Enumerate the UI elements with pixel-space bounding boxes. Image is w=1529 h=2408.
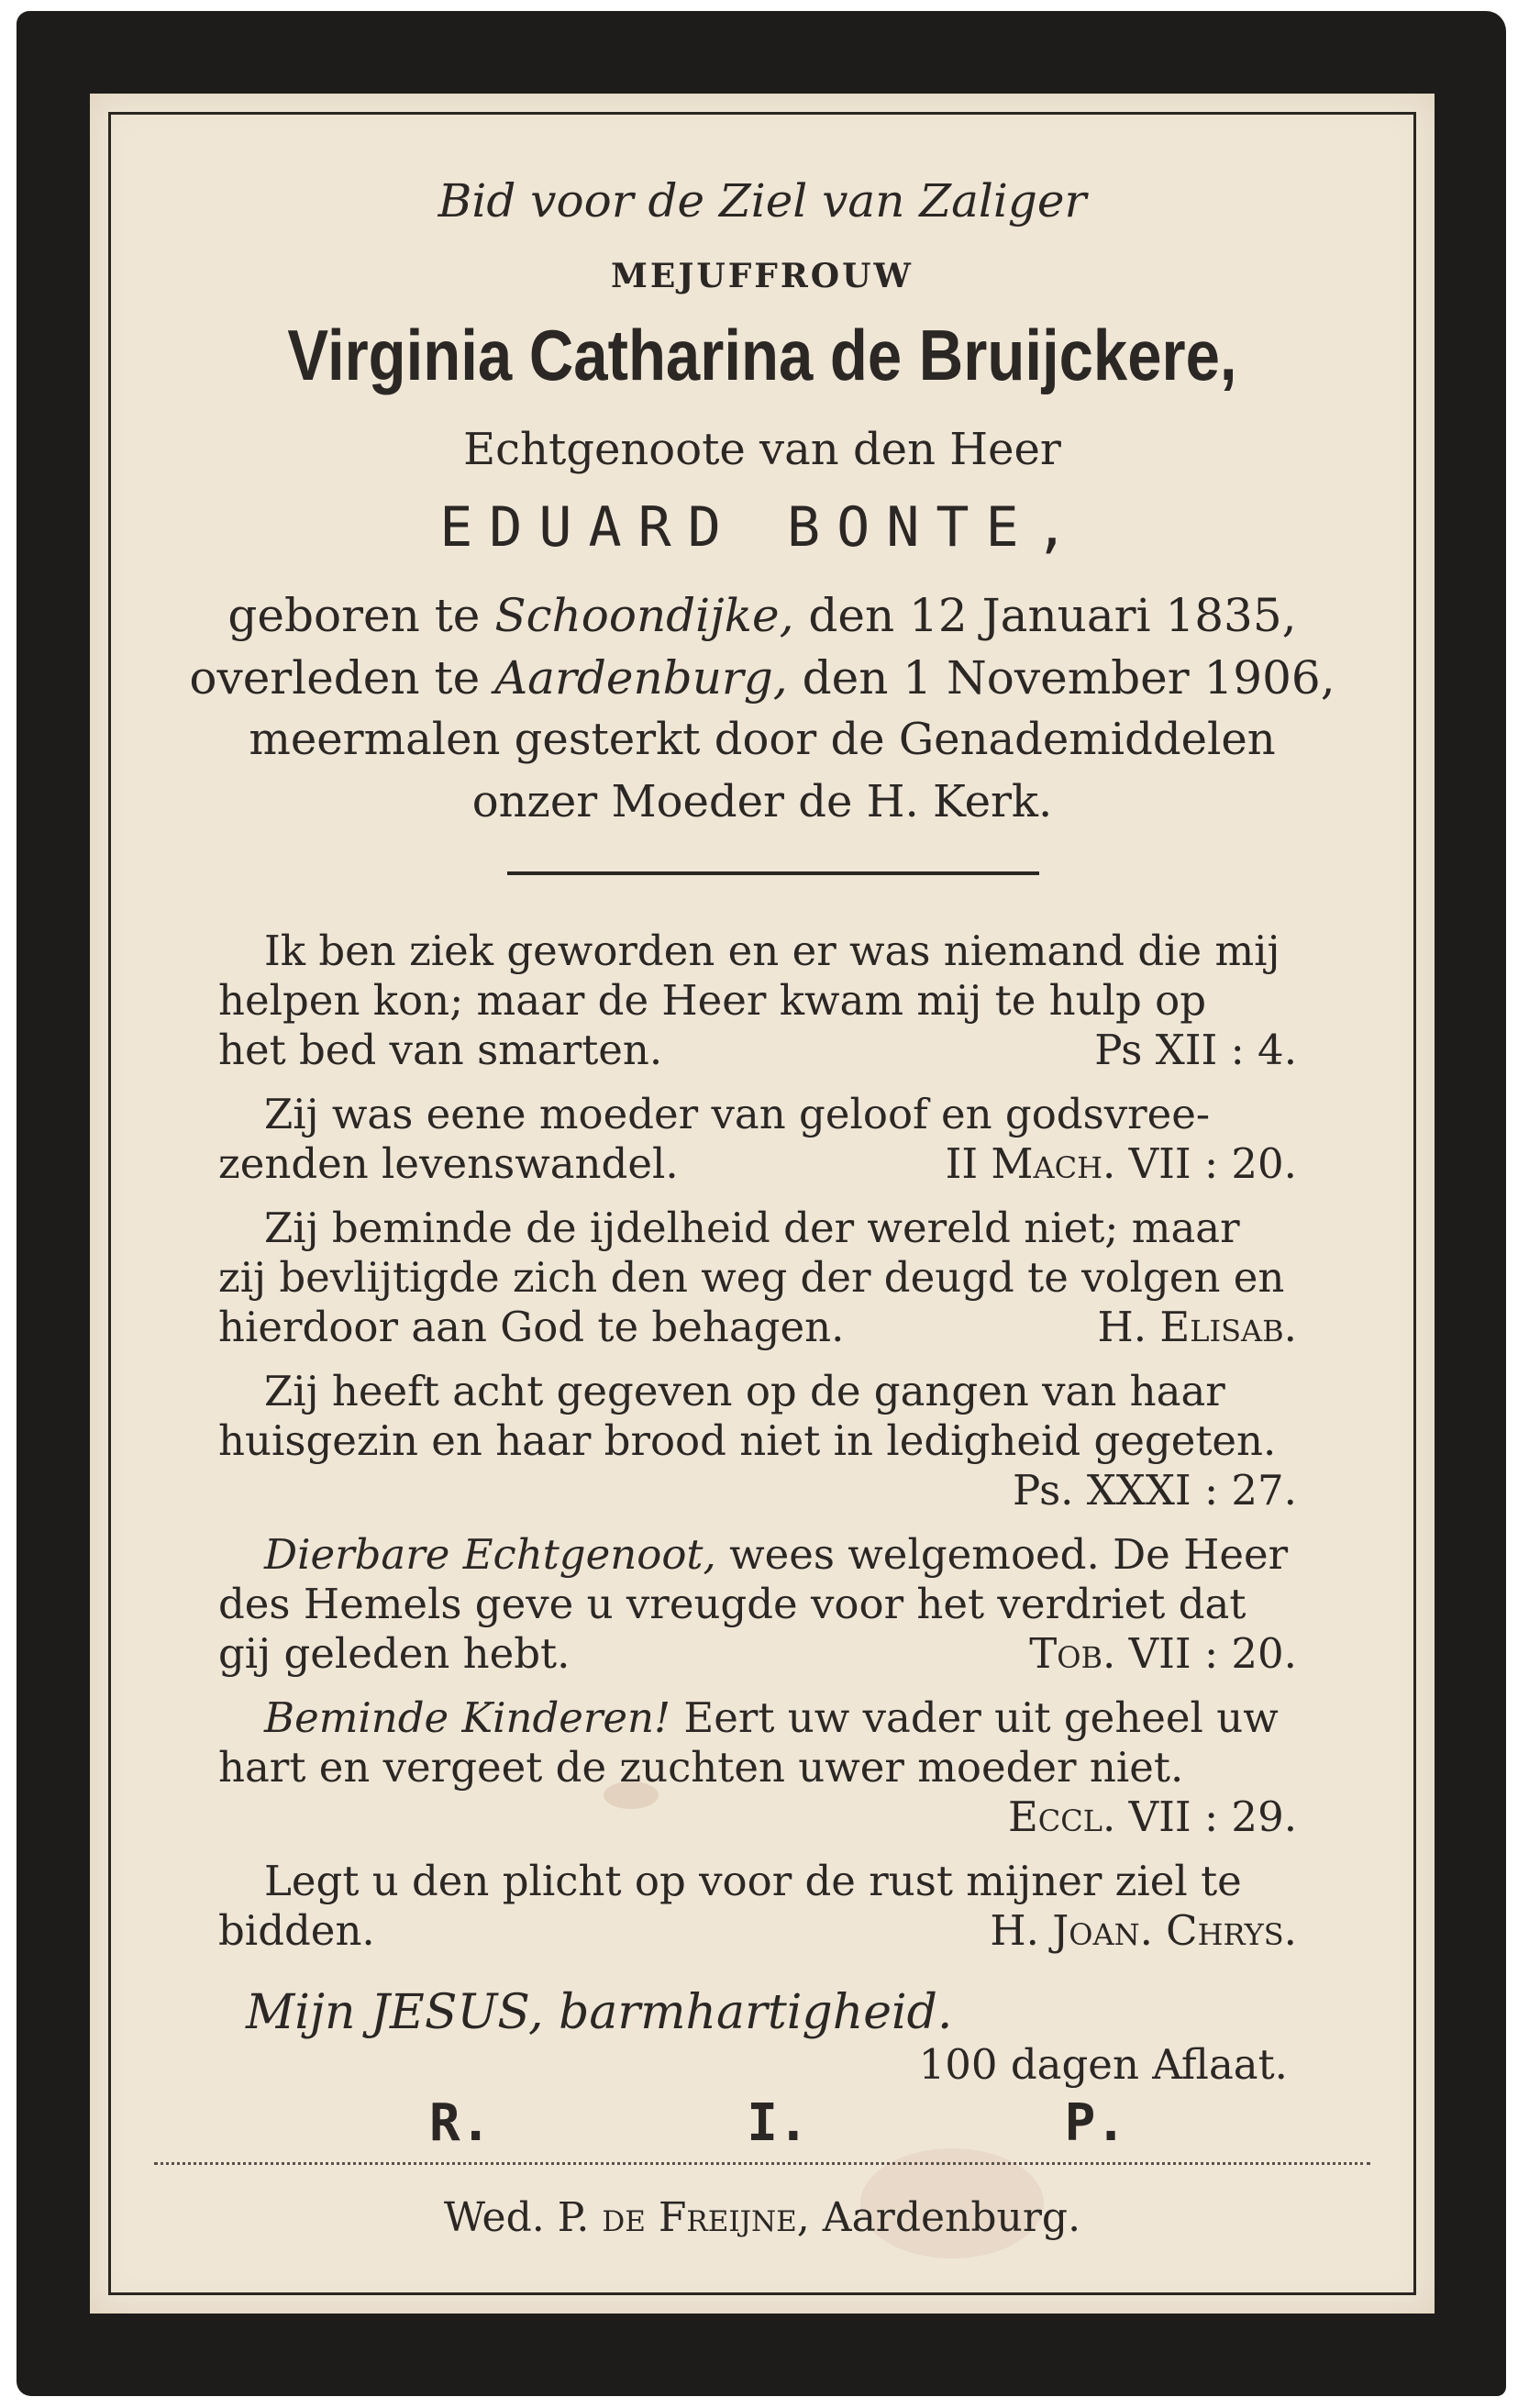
birth-date: den 12 Januari 1835, (808, 589, 1297, 642)
verse-reference: H. Elisab. (1097, 1303, 1297, 1351)
verse-line: Zij heeft acht gegeven op de gangen van haar (264, 1367, 1225, 1415)
rip-letter: P. (1064, 2093, 1126, 2153)
printer-name: de Freijne, (602, 2194, 810, 2241)
separator-rule (507, 871, 1039, 875)
death-date: den 1 November 1906, (802, 651, 1335, 705)
memorial-card-panel (90, 94, 1435, 2314)
spouse-intro: Echtgenoote van den Heer (463, 424, 1061, 475)
rip-letter: R. (429, 2093, 492, 2153)
death-place: Aardenburg, (494, 651, 788, 705)
verse-text: wees welgemoed. De Heer (715, 1530, 1289, 1579)
verse-lead: Dierbare Echtgenoot, (264, 1530, 716, 1579)
verse-line (264, 1530, 1306, 1579)
verse-line: het bed van smarten. (218, 1026, 663, 1074)
verse-reference: Tob. VII : 20. (1029, 1629, 1297, 1678)
verse-line: des Hemels geve u vreugde voor het verdriet dat (218, 1580, 1246, 1628)
verse-line: bidden. (218, 1906, 375, 1955)
birth-line (90, 589, 1435, 642)
death-prefix: overleden te (189, 651, 481, 705)
verse-line: zenden levenswandel. (218, 1139, 679, 1188)
verse-reference: H. Joan. Chrys. (990, 1906, 1297, 1955)
memorial-card-border (17, 11, 1506, 2396)
verse-line (264, 1693, 1306, 1742)
verse-line: helpen kon; maar de Heer kwam mij te hulp op (218, 976, 1207, 1025)
invocation-text: Bid voor de Ziel van Zaliger (438, 174, 1087, 227)
title-word: MEJUFFROUW (611, 257, 914, 295)
spouse-name: EDUARD BONTE, (439, 495, 1085, 560)
dotted-rule (154, 2162, 1370, 2165)
prayer-text: Mijn JESUS, barmhartigheid. (246, 1985, 953, 2040)
deceased-name: Virginia Catharina de Bruijckere, (287, 315, 1237, 395)
printer-prefix: Wed. P. (443, 2194, 590, 2241)
birth-place: Schoondijke, (494, 589, 794, 642)
sacraments-line-2: onzer Moeder de H. Kerk. (471, 776, 1053, 827)
verse-line: Legt u den plicht op voor de rust mijner ziel te (264, 1857, 1242, 1905)
verse-line: hierdoor aan God te behagen. (218, 1303, 845, 1351)
verse-reference: Ps. XXXI : 27. (1013, 1466, 1297, 1515)
verse-text: Eert uw vader uit geheel uw (670, 1693, 1279, 1742)
verse-line: Zij beminde de ijdelheid der wereld niet; maar (264, 1204, 1240, 1252)
verse-line: Zij was eene moeder van geloof en godsvree- (264, 1090, 1211, 1138)
verse-line: zij bevlijtigde zich den weg der deugd te volgen en (218, 1253, 1285, 1302)
rip-letter: I. (747, 2093, 809, 2153)
sacraments-line-1: meermalen gesterkt door de Genademiddelen (249, 714, 1276, 765)
verse-line: hart en vergeet de zuchten uwer moeder niet. (218, 1743, 1184, 1792)
birth-prefix: geboren te (227, 589, 481, 642)
verse-reference: Eccl. VII : 29. (1007, 1792, 1297, 1841)
verse-reference: Ps XII : 4. (1094, 1026, 1297, 1074)
verse-line: huisgezin en haar brood niet in ledigheid gegeten. (218, 1416, 1277, 1465)
indulgence-text: 100 dagen Aflaat. (918, 2040, 1288, 2089)
verse-lead: Beminde Kinderen! (264, 1693, 671, 1742)
rip-letters (429, 2093, 1126, 2153)
verse-reference: II Mach. VII : 20. (945, 1139, 1297, 1188)
verse-line: Ik ben ziek geworden en er was niemand die mij (264, 927, 1280, 975)
death-line (90, 651, 1435, 705)
printer-line (90, 2194, 1435, 2241)
verse-line: gij geleden hebt. (218, 1629, 571, 1678)
printer-town: Aardenburg. (822, 2194, 1081, 2241)
